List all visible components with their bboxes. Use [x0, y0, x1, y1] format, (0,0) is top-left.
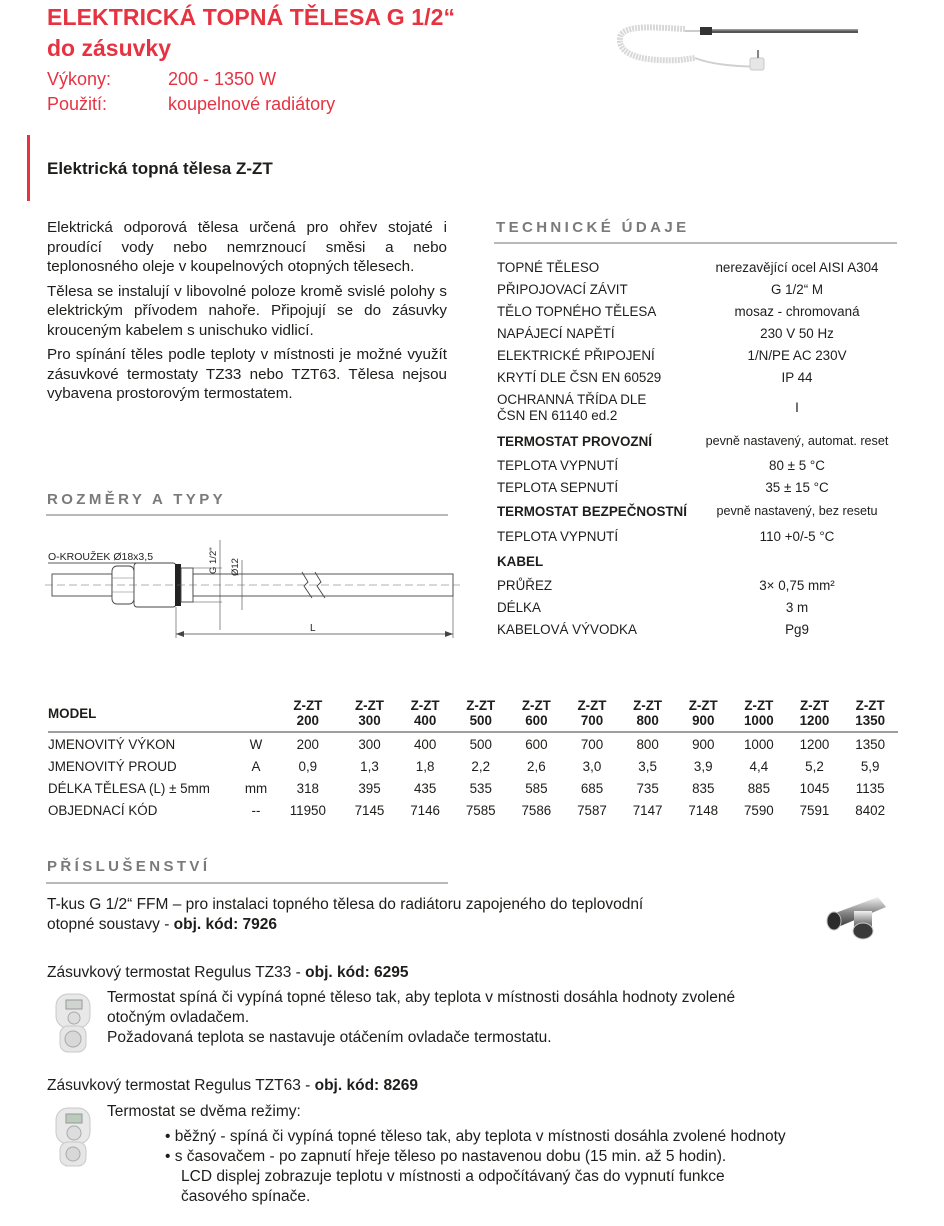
spec-key: DÉLKA — [497, 599, 541, 615]
intro-paragraph: Tělesa se instalují v libovolné poloze kromě svislé polohy s elektrickým přívodem nahoře. Připojují se do zásuvky krouceným kabelem s unischuko vidlicí. — [47, 282, 447, 339]
spec-row-header — [497, 428, 897, 454]
cell: 200 — [296, 736, 319, 752]
spec-row — [497, 524, 897, 548]
spec-row — [497, 322, 897, 344]
model-column-header: Z-ZT 1200 — [787, 696, 843, 732]
order-code: obj. kód: 7926 — [173, 916, 278, 933]
spec-value: IP 44 — [781, 369, 813, 385]
spec-row — [497, 618, 897, 640]
page-subtitle: do zásuvky — [47, 35, 171, 61]
spec-key: TOPNÉ TĚLESO — [497, 259, 600, 275]
spec-row-header — [497, 498, 897, 524]
spec-value: 230 V 50 Hz — [760, 325, 834, 341]
spec-row — [497, 344, 897, 366]
model-column-header: Z-ZT 400 — [397, 696, 453, 732]
cell: 7145 — [354, 802, 385, 818]
spec-value: pevně nastavený, automat. reset — [705, 434, 889, 448]
cell: 4,4 — [749, 758, 769, 774]
cell: 7148 — [688, 802, 719, 818]
cell: 7591 — [799, 802, 830, 818]
page-title: ELEKTRICKÁ TOPNÁ TĚLESA G 1/2“ — [47, 4, 456, 30]
tech-specs-table — [497, 256, 897, 640]
spec-row — [497, 256, 897, 278]
accessory-tzt63-bullets — [165, 1127, 905, 1207]
cell: 1045 — [799, 780, 830, 796]
accessory-text: otočným ovladačem. — [107, 1009, 250, 1026]
thread-label: G 1/2" — [208, 547, 219, 574]
cell: 300 — [358, 736, 381, 752]
cell: 7147 — [632, 802, 663, 818]
row-unit: W — [249, 736, 263, 752]
intro-text — [47, 218, 447, 409]
section-subtitle: Elektrická topná tělesa Z-ZT — [47, 159, 273, 178]
spec-value: 80 ± 5 °C — [769, 457, 825, 473]
accessory-text: T-kus G 1/2“ FFM – pro instalaci topného tělesa do radiátoru zapojeného do teplovodní — [47, 896, 644, 913]
order-code: obj. kód: 6295 — [305, 964, 409, 981]
spec-key: PŘIPOJOVACÍ ZÁVIT — [497, 281, 628, 297]
table-row — [48, 777, 898, 799]
spec-row — [497, 574, 897, 596]
model-column-header: Z-ZT 1000 — [731, 696, 787, 732]
cell: 8402 — [855, 802, 886, 818]
unit-header — [238, 696, 274, 732]
cell: 900 — [692, 736, 715, 752]
cell: 800 — [636, 736, 659, 752]
cell: 1,8 — [415, 758, 435, 774]
accessory-tzt63-title: Zásuvkový termostat Regulus TZT63 - obj. kód: 8269 — [47, 1077, 418, 1094]
cell: 400 — [413, 736, 437, 752]
spec-key: TERMOSTAT BEZPEČNOSTNÍ — [497, 503, 687, 519]
accessory-tz33-desc — [107, 988, 897, 1048]
model-column-header: Z-ZT 900 — [675, 696, 731, 732]
cell: 5,2 — [805, 758, 824, 774]
model-column-header: Z-ZT 1350 — [842, 696, 898, 732]
cell: 318 — [296, 780, 319, 796]
model-header: MODEL — [48, 696, 238, 732]
spec-value: Pg9 — [785, 621, 809, 637]
cell: 7586 — [521, 802, 552, 818]
accessories-heading: PŘÍSLUŠENSTVÍ — [47, 858, 211, 875]
cell: 1,3 — [360, 758, 379, 774]
model-column-header: Z-ZT 600 — [509, 696, 565, 732]
spec-row — [497, 278, 897, 300]
row-unit: -- — [251, 802, 261, 818]
row-label: DÉLKA TĚLESA (L) ± 5mm — [48, 780, 210, 796]
cell: 835 — [692, 780, 715, 796]
cell: 500 — [469, 736, 492, 752]
thermostat-tz33-image — [54, 992, 94, 1054]
cell: 7146 — [410, 802, 440, 818]
spec-key: TEPLOTA VYPNUTÍ — [497, 457, 619, 473]
spec-value: pevně nastavený, bez resetu — [716, 504, 878, 518]
dimension-drawing — [40, 530, 460, 650]
meta-label: Výkony: — [47, 69, 112, 89]
oring-label: O-KROUŽEK Ø18x3,5 — [48, 551, 154, 563]
intro-paragraph: Pro spínání těles podle teploty v místnosti je možné využít zásuvkové termostaty TZ33 nebo TZT63. Tělesa nejsou vybavena prostorovým termostatem. — [47, 346, 447, 402]
spec-row — [497, 300, 897, 322]
cell: 2,2 — [471, 758, 491, 774]
spec-value: 3 m — [785, 599, 809, 615]
accessory-tzt63-intro: Termostat se dvěma režimy: — [107, 1103, 301, 1120]
t-piece-image — [824, 893, 892, 943]
cell: 700 — [580, 736, 604, 752]
spec-value: 110 +0/-5 °C — [759, 528, 835, 544]
spec-row — [497, 596, 897, 618]
spec-key: PRŮŘEZ — [497, 577, 553, 593]
meta-value: koupelnové radiátory — [168, 94, 336, 114]
spec-row — [497, 366, 897, 388]
table-row — [48, 755, 898, 777]
dimensions-heading: ROZMĚRY A TYPY — [47, 491, 227, 508]
model-column-header: Z-ZT 800 — [620, 696, 676, 732]
tech-heading: TECHNICKÉ ÚDAJE — [496, 219, 690, 236]
spec-key: KABELOVÁ VÝVODKA — [497, 621, 637, 637]
accessory-text: Požadovaná teplota se nastavuje otáčením ovladače termostatu. — [107, 1029, 552, 1046]
divider — [46, 514, 448, 516]
diameter-label: Ø12 — [230, 558, 241, 576]
order-code: obj. kód: 8269 — [314, 1077, 418, 1094]
spec-key: TERMOSTAT PROVOZNÍ — [497, 433, 652, 449]
spec-key: OCHRANNÁ TŘÍDA DLE ČSN EN 61140 ed.2 — [497, 392, 647, 423]
cell: 3,5 — [638, 758, 657, 774]
bullet-item: • s časovačem - po zapnutí hřeje těleso po nastavenou dobu (15 min. až 5 hodin). — [165, 1148, 727, 1165]
spec-key: TEPLOTA SEPNUTÍ — [497, 479, 619, 495]
cell: 3,0 — [582, 758, 602, 774]
cell: 735 — [636, 780, 659, 796]
row-unit: mm — [244, 780, 268, 796]
spec-row — [497, 476, 897, 498]
spec-row — [497, 454, 897, 476]
cell: 0,9 — [298, 758, 318, 774]
cell: 7585 — [465, 802, 496, 818]
cell: 1200 — [799, 736, 830, 752]
model-column-header: Z-ZT 500 — [453, 696, 509, 732]
cell: 3,9 — [693, 758, 713, 774]
cell: 885 — [747, 780, 771, 796]
meta-value: 200 - 1350 W — [168, 69, 277, 89]
spec-value: 1/N/PE AC 230V — [747, 347, 847, 363]
model-column-header: Z-ZT 300 — [342, 696, 398, 732]
cell: 600 — [525, 736, 548, 752]
spec-key: KABEL — [497, 553, 544, 569]
cell: 2,6 — [527, 758, 546, 774]
cell: 685 — [580, 780, 604, 796]
bullet-continuation: LCD displej zobrazuje teplotu v místnosti a odpočítávaný čas do vypnutí funkce — [181, 1168, 725, 1185]
table-row — [48, 732, 898, 755]
cell: 435 — [413, 780, 437, 796]
model-column-header: Z-ZT 700 — [564, 696, 620, 732]
spec-key: ELEKTRICKÉ PŘIPOJENÍ — [497, 347, 655, 363]
accessory-text: Termostat spíná či vypíná topné těleso tak, aby teplota v místnosti dosáhla hodnoty zvolené — [107, 989, 736, 1006]
spec-value: I — [795, 400, 799, 415]
thermostat-tzt63-image — [54, 1106, 94, 1168]
spec-key: TEPLOTA VYPNUTÍ — [497, 528, 619, 544]
intro-paragraph: Elektrická odporová tělesa určená pro ohřev stojaté i proudící vody nebo nemrznoucí směsi a nebo teplonosného oleje v koupelnových otopných tělesech. — [47, 219, 447, 275]
cell: 7587 — [577, 802, 607, 818]
row-label: JMENOVITÝ VÝKON — [48, 736, 176, 752]
cell: 1350 — [855, 736, 886, 752]
spec-key: TĚLO TOPNÉHO TĚLESA — [497, 303, 657, 319]
meta-label: Použití: — [47, 94, 108, 114]
models-header-row — [48, 696, 898, 732]
table-row — [48, 799, 898, 821]
cell: 395 — [358, 780, 381, 796]
spec-value: 3× 0,75 mm² — [759, 577, 835, 593]
cell: 585 — [525, 780, 548, 796]
models-table — [48, 696, 898, 821]
length-label: L — [310, 623, 316, 634]
meta-row-power — [47, 69, 276, 90]
row-label: OBJEDNACÍ KÓD — [48, 802, 158, 818]
cell: 7590 — [743, 802, 774, 818]
bullet-continuation: časového spínače. — [181, 1188, 311, 1205]
spec-row — [497, 388, 897, 428]
cell: 11950 — [289, 802, 326, 818]
accessory-text: otopné soustavy - obj. kód: 7926 — [47, 916, 278, 933]
row-label: JMENOVITÝ PROUD — [48, 758, 177, 774]
cell: 5,9 — [860, 758, 880, 774]
divider — [46, 882, 448, 884]
spec-value: G 1/2“ M — [770, 281, 824, 297]
accent-bar — [27, 135, 30, 201]
accessory-tkus — [47, 895, 807, 935]
row-unit: A — [251, 758, 261, 774]
bullet-item: • běžný - spíná či vypíná topné těleso tak, aby teplota v místnosti dosáhla zvolené hodnoty — [165, 1128, 786, 1145]
spec-key: NAPÁJECÍ NAPĚTÍ — [497, 325, 615, 341]
cell: 1135 — [855, 780, 885, 796]
meta-row-usage — [47, 94, 335, 115]
divider — [494, 242, 897, 244]
cell: 1000 — [743, 736, 774, 752]
spec-value: mosaz - chromovaná — [734, 303, 860, 319]
accessory-tz33-title: Zásuvkový termostat Regulus TZ33 - obj. kód: 6295 — [47, 964, 409, 981]
product-image — [600, 18, 860, 78]
spec-key: KRYTÍ DLE ČSN EN 60529 — [497, 369, 662, 385]
cell: 535 — [469, 780, 492, 796]
spec-row-header — [497, 548, 897, 574]
spec-value: nerezavějící ocel AISI A304 — [715, 259, 879, 275]
spec-value: 35 ± 15 °C — [765, 479, 829, 495]
model-column-header: Z-ZT 200 — [274, 696, 342, 732]
